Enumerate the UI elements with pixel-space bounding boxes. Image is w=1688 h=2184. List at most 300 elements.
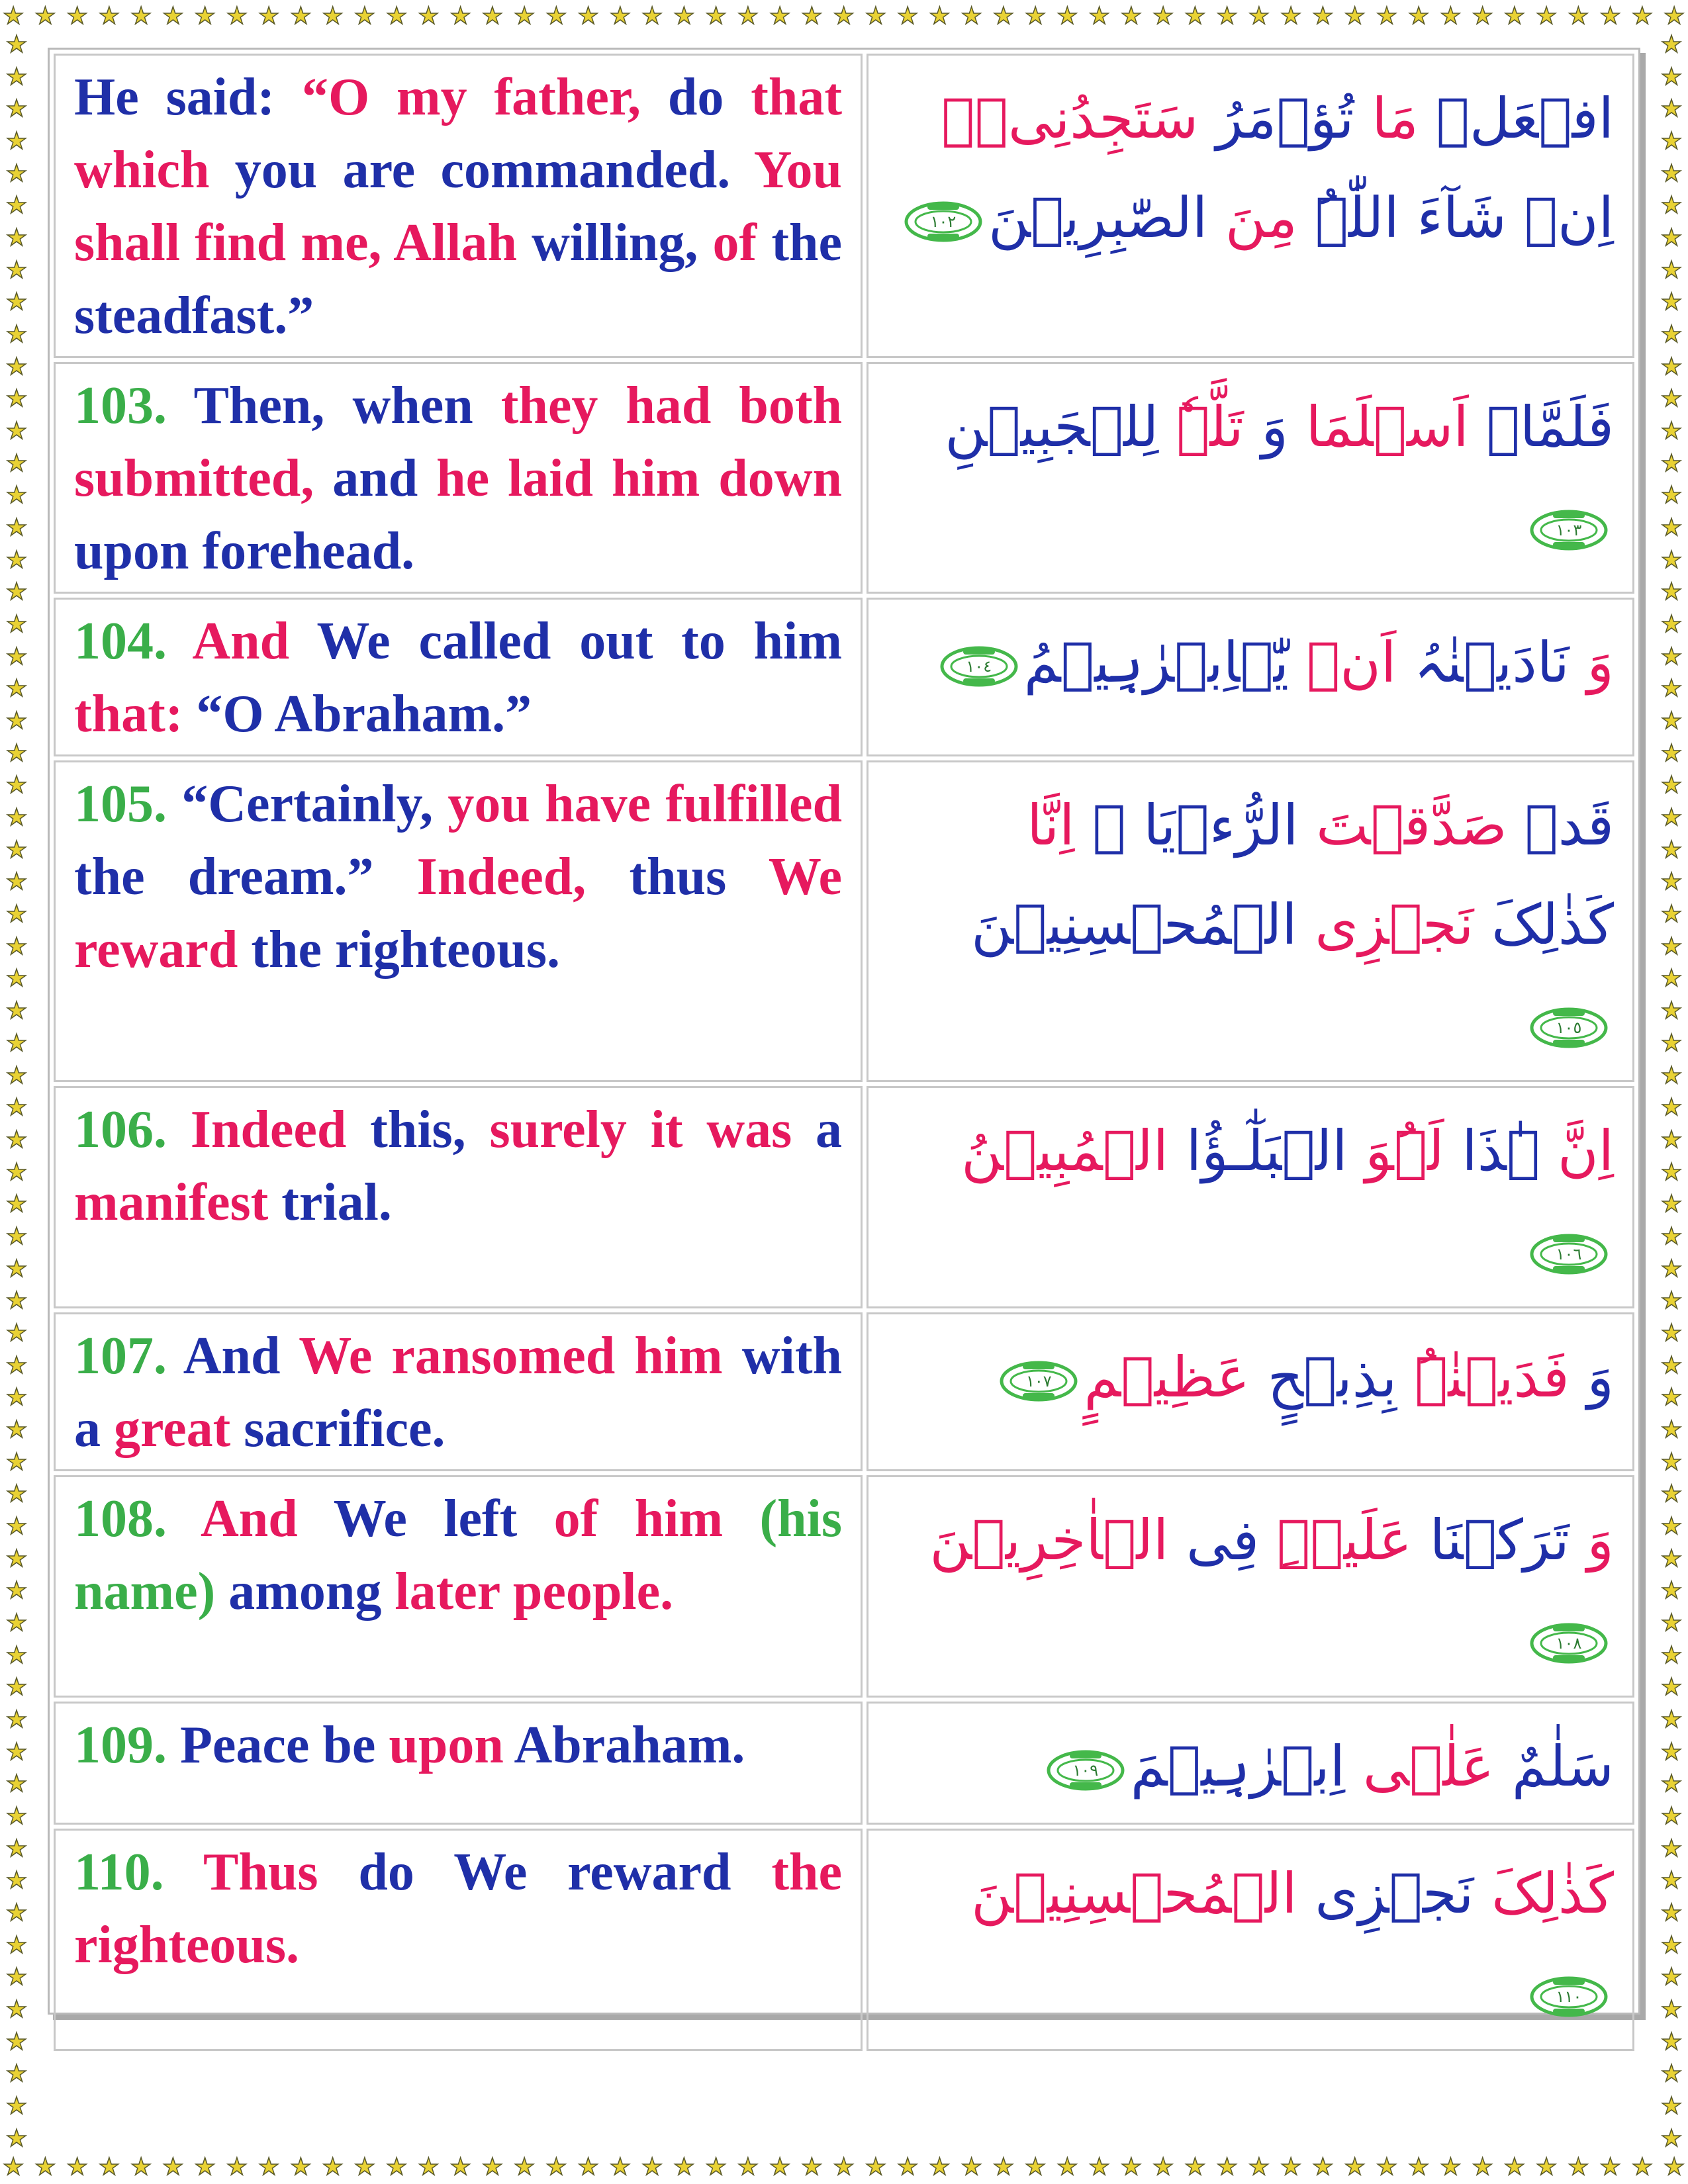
star-icon: ★ (1660, 1931, 1683, 1959)
star-icon: ★ (226, 3, 248, 30)
star-icon: ★ (1472, 3, 1493, 30)
star-icon: ★ (737, 3, 759, 30)
star-icon: ★ (769, 3, 791, 30)
translation-segment: do (641, 68, 751, 126)
star-icon: ★ (1660, 933, 1683, 960)
ayah-number: ١٠٤ (966, 657, 992, 676)
star-icon: ★ (1660, 1609, 1683, 1637)
arabic-word: الۡمُحۡسِنِیۡنَ (971, 1861, 1297, 1926)
translation-segment: Thus (164, 1843, 318, 1901)
star-icon: ★ (1660, 1738, 1683, 1766)
star-icon: ★ (5, 321, 28, 349)
star-icon: ★ (5, 1609, 28, 1637)
star-icon: ★ (609, 2154, 632, 2181)
star-icon: ★ (1503, 2154, 1526, 2181)
star-icon: ★ (5, 1931, 28, 1959)
star-icon: ★ (5, 1029, 28, 1057)
arabic-word: تَلَّہٗ (1158, 394, 1244, 459)
star-icon: ★ (1660, 95, 1683, 123)
star-icon: ★ (1660, 482, 1683, 510)
star-icon: ★ (5, 1094, 28, 1122)
star-icon: ★ (226, 2154, 248, 2181)
star-icon: ★ (5, 2124, 28, 2152)
arabic-word: اَسۡلَمَا (1288, 394, 1469, 459)
star-icon: ★ (322, 2154, 344, 2181)
arabic-word: وَ (1569, 1508, 1614, 1572)
ayah-number: ١٠٥ (1556, 1019, 1582, 1038)
translation-segment: 104. (74, 612, 167, 670)
star-icon: ★ (577, 2154, 599, 2181)
arabic-word: اللّٰہُ (1297, 185, 1399, 250)
arabic-word: وَ (1243, 394, 1288, 459)
star-icon: ★ (1440, 3, 1462, 30)
star-icon: ★ (577, 3, 599, 30)
english-translation-cell (54, 598, 863, 756)
translation-segment: sacrifice. (230, 1400, 445, 1458)
arabic-word: افۡعَلۡ (1418, 86, 1614, 151)
translation-segment: he laid him down (436, 449, 842, 508)
star-icon: ★ (5, 1287, 28, 1315)
star-icon: ★ (5, 1899, 28, 1927)
translation-segment: And (167, 1327, 299, 1385)
star-icon: ★ (290, 3, 312, 30)
star-icon: ★ (3, 2154, 24, 2181)
star-icon: ★ (641, 3, 663, 30)
star-icon: ★ (5, 1770, 28, 1798)
ayah-number-marker-icon (1529, 1622, 1609, 1664)
translation-segment: of (712, 214, 757, 272)
star-icon: ★ (5, 643, 28, 670)
translation-segment: the righteous. (74, 1843, 843, 1974)
translation-segment: trial. (268, 1173, 392, 1232)
star-icon: ★ (5, 901, 28, 929)
star-icon: ★ (1664, 2154, 1685, 2181)
translation-segment: Indeed (167, 1101, 347, 1159)
arabic-word: نَادَیۡنٰہُ (1396, 630, 1570, 695)
translation-segment: Abraham. (503, 1716, 745, 1774)
verse-table-frame (48, 48, 1640, 2015)
star-icon: ★ (5, 1351, 28, 1379)
arabic-word: لِلۡجَبِیۡنِ (945, 394, 1159, 459)
star-icon: ★ (1568, 3, 1589, 30)
star-icon: ★ (897, 2154, 919, 2181)
translation-segment: they had both submitted, (74, 377, 842, 508)
star-icon: ★ (130, 2154, 152, 2181)
translation-segment: of him (553, 1490, 724, 1548)
star-icon: ★ (1312, 3, 1334, 30)
star-icon: ★ (1660, 804, 1683, 832)
arabic-word: کَذٰلِکَ (1474, 892, 1614, 957)
arabic-word: مِنَ (1207, 185, 1297, 250)
ayah-number-marker-icon (939, 645, 1019, 688)
star-icon: ★ (5, 1995, 28, 2023)
star-icon: ★ (290, 2154, 312, 2181)
arabic-word: الۡمُبِیۡنُ (961, 1118, 1169, 1183)
star-icon: ★ (673, 2154, 695, 2181)
star-icon: ★ (5, 578, 28, 606)
arabic-verse-cell (867, 1702, 1634, 1825)
star-icon: ★ (1660, 2028, 1683, 2056)
arabic-word: وَ (1569, 630, 1614, 695)
translation-segment: a (792, 1101, 843, 1159)
star-icon: ★ (1660, 256, 1683, 284)
translation-segment: And (167, 1490, 298, 1548)
star-icon: ★ (5, 353, 28, 381)
star-icon: ★ (1248, 3, 1270, 30)
ayah-number: ١٠٨ (1556, 1634, 1582, 1653)
verse-row (54, 1829, 1634, 2051)
star-icon: ★ (1660, 772, 1683, 799)
star-icon: ★ (1660, 675, 1683, 703)
star-icon: ★ (1025, 3, 1047, 30)
verse-row (54, 54, 1634, 358)
ayah-number: ١٠٢ (930, 212, 957, 232)
translation-segment: 103. (74, 377, 167, 435)
star-icon: ★ (5, 1384, 28, 1412)
star-icon: ★ (66, 3, 88, 30)
star-icon: ★ (1440, 2154, 1462, 2181)
star-icon: ★ (130, 3, 152, 30)
star-icon: ★ (1660, 1222, 1683, 1250)
star-icon: ★ (5, 836, 28, 864)
arabic-word: بِذِبۡحٍ (1250, 1345, 1397, 1410)
star-icon: ★ (1660, 514, 1683, 542)
translation-segment: upon forehead. (74, 522, 415, 580)
star-icon: ★ (1660, 1964, 1683, 1991)
translation-segment: thus (586, 848, 769, 906)
star-icon: ★ (194, 2154, 216, 2181)
ayah-number-marker-icon (1046, 1749, 1125, 1792)
star-icon: ★ (545, 2154, 567, 2181)
star-icon: ★ (5, 1416, 28, 1443)
star-icon: ★ (66, 2154, 88, 2181)
star-icon: ★ (929, 2154, 951, 2181)
star-icon: ★ (34, 3, 56, 30)
star-icon: ★ (1280, 3, 1302, 30)
star-icon: ★ (1376, 3, 1398, 30)
star-icon: ★ (5, 1802, 28, 1830)
star-icon: ★ (5, 965, 28, 993)
star-icon: ★ (1631, 3, 1654, 30)
star-icon: ★ (1184, 3, 1206, 30)
star-icon: ★ (992, 2154, 1015, 2181)
star-icon: ★ (1660, 1802, 1683, 1830)
translation-segment: manifest (74, 1173, 269, 1232)
star-icon: ★ (386, 3, 408, 30)
star-icon: ★ (1660, 159, 1683, 187)
english-translation-cell (54, 54, 863, 358)
star-icon: ★ (5, 128, 28, 156)
star-icon: ★ (5, 1319, 28, 1347)
translation-segment: with a (74, 1327, 842, 1458)
star-icon: ★ (449, 3, 471, 30)
translation-segment: We called out to him (289, 612, 843, 670)
star-icon: ★ (1660, 1062, 1683, 1089)
translation-segment: upon (389, 1716, 504, 1774)
ayah-number-marker-icon (904, 201, 983, 243)
arabic-verse-cell (867, 54, 1634, 358)
star-icon: ★ (418, 2154, 440, 2181)
star-icon: ★ (1660, 1255, 1683, 1283)
star-icon: ★ (897, 3, 919, 30)
top-star-border (3, 1, 1685, 32)
ayah-number: ١٠٦ (1556, 1245, 1582, 1264)
translation-segment: We reward (74, 848, 842, 979)
star-icon: ★ (865, 2154, 887, 2181)
star-icon: ★ (1660, 997, 1683, 1025)
star-icon: ★ (3, 3, 24, 30)
star-icon: ★ (1599, 3, 1621, 30)
ayah-number: ١١٠ (1556, 1987, 1582, 2007)
star-icon: ★ (98, 2154, 120, 2181)
star-icon: ★ (801, 3, 823, 30)
arabic-word: نَجۡزِی (1297, 892, 1474, 957)
star-icon: ★ (609, 3, 632, 30)
translation-segment: (his name) (74, 1490, 842, 1621)
ayah-number: ١٠٩ (1072, 1761, 1099, 1780)
english-translation-cell (54, 1829, 863, 2051)
star-icon: ★ (5, 31, 28, 58)
arabic-word: الرُّءۡیَا ۚ (1074, 793, 1299, 858)
translation-segment: Then, when (167, 377, 501, 435)
star-icon: ★ (5, 1255, 28, 1283)
translation-segment: 109. (74, 1716, 167, 1774)
star-icon: ★ (833, 3, 855, 30)
verse-row (54, 362, 1634, 594)
arabic-word: یّٰۤاِبۡرٰہِیۡمُ (1023, 630, 1289, 695)
translation-segment: He said: (74, 68, 302, 126)
arabic-verse-cell (867, 598, 1634, 756)
star-icon: ★ (1660, 546, 1683, 574)
translation-segment: “O my father, (301, 68, 641, 126)
translation-segment: 105. (74, 775, 167, 833)
star-icon: ★ (1344, 3, 1366, 30)
arabic-word: صَدَّقۡتَ (1298, 793, 1507, 858)
star-icon: ★ (5, 385, 28, 413)
star-icon: ★ (5, 2060, 28, 2088)
translation-segment: surely it was (489, 1101, 792, 1159)
verse-table (50, 50, 1638, 2055)
star-icon: ★ (5, 1512, 28, 1540)
star-icon: ★ (1660, 739, 1683, 767)
star-icon: ★ (5, 997, 28, 1025)
star-icon: ★ (1056, 2154, 1078, 2181)
verse-row (54, 1702, 1634, 1825)
star-icon: ★ (801, 2154, 823, 2181)
star-icon: ★ (1660, 1351, 1683, 1379)
star-icon: ★ (5, 1867, 28, 1895)
star-icon: ★ (1660, 578, 1683, 606)
translation-segment: that: (74, 685, 183, 743)
translation-segment: “O Abraham.” (183, 685, 532, 743)
star-icon: ★ (5, 933, 28, 960)
translation-segment: among (215, 1563, 395, 1621)
star-icon: ★ (1660, 1899, 1683, 1927)
ayah-number-marker-icon (1529, 509, 1609, 551)
star-icon: ★ (833, 2154, 855, 2181)
star-icon: ★ (1660, 868, 1683, 896)
star-icon: ★ (1660, 965, 1683, 993)
star-icon: ★ (1660, 1641, 1683, 1669)
star-icon: ★ (5, 707, 28, 735)
arabic-word: سَتَجِدُنِیۡۤ (941, 86, 1199, 151)
star-icon: ★ (1503, 3, 1526, 30)
arabic-verse-cell (867, 1312, 1634, 1471)
verse-row (54, 598, 1634, 756)
star-icon: ★ (641, 2154, 663, 2181)
verse-row (54, 1086, 1634, 1308)
star-icon: ★ (1536, 2154, 1558, 2181)
star-icon: ★ (258, 3, 280, 30)
english-translation-cell (54, 1475, 863, 1698)
star-icon: ★ (5, 224, 28, 252)
star-icon: ★ (5, 63, 28, 91)
star-icon: ★ (162, 3, 184, 30)
verse-row (54, 760, 1634, 1082)
translation-segment: 110. (74, 1843, 164, 1901)
star-icon: ★ (1216, 2154, 1238, 2181)
translation-segment: And (167, 612, 290, 670)
star-icon: ★ (1472, 2154, 1493, 2181)
star-icon: ★ (5, 1706, 28, 1733)
arabic-word: اِبۡرٰہِیۡمَ (1130, 1734, 1346, 1799)
translation-segment: the dream.” (74, 848, 417, 906)
star-icon: ★ (1660, 1029, 1683, 1057)
arabic-verse-cell (867, 1475, 1634, 1698)
arabic-word: اِنۡ شَآءَ (1399, 185, 1614, 250)
right-star-border (1656, 33, 1687, 2151)
ayah-number-marker-icon (1529, 1233, 1609, 1275)
star-icon: ★ (194, 3, 216, 30)
english-translation-cell (54, 1702, 863, 1825)
arabic-word: الۡمُحۡسِنِیۡنَ (971, 892, 1297, 957)
ayah-number-marker-icon (999, 1360, 1078, 1402)
star-icon: ★ (5, 1062, 28, 1089)
star-icon: ★ (1408, 2154, 1430, 2181)
arabic-verse-cell (867, 362, 1634, 594)
star-icon: ★ (1216, 3, 1238, 30)
ayah-number: ١٠٣ (1556, 521, 1582, 540)
translation-segment: you have fulfilled (447, 775, 842, 833)
arabic-word: اِنَّ (1540, 1118, 1614, 1183)
star-icon: ★ (1184, 2154, 1206, 2181)
star-icon: ★ (5, 1577, 28, 1605)
english-translation-cell (54, 1312, 863, 1471)
star-icon: ★ (5, 192, 28, 220)
arabic-word: مَا (1354, 86, 1419, 151)
star-icon: ★ (353, 2154, 376, 2181)
star-icon: ★ (34, 2154, 56, 2181)
star-icon: ★ (1088, 3, 1110, 30)
star-icon: ★ (1660, 192, 1683, 220)
star-icon: ★ (769, 2154, 791, 2181)
arabic-word: تُؤۡمَرُ (1198, 86, 1354, 151)
star-icon: ★ (1660, 1867, 1683, 1895)
arabic-word: وَ (1569, 1345, 1614, 1410)
star-icon: ★ (258, 2154, 280, 2181)
translation-segment: 107. (74, 1327, 167, 1385)
star-icon: ★ (5, 1480, 28, 1508)
arabic-word: عَلَیۡہِ (1259, 1508, 1412, 1572)
translation-segment: the righteous. (238, 921, 560, 979)
star-icon: ★ (1599, 2154, 1621, 2181)
star-icon: ★ (1536, 3, 1558, 30)
translation-segment: great (114, 1400, 231, 1458)
star-icon: ★ (353, 3, 376, 30)
star-icon: ★ (5, 1641, 28, 1669)
star-icon: ★ (5, 1835, 28, 1862)
arabic-word: اِنَّا (1027, 793, 1075, 858)
star-icon: ★ (1408, 3, 1430, 30)
star-icon: ★ (1152, 2154, 1174, 2181)
star-icon: ★ (1660, 836, 1683, 864)
arabic-word: الۡاٰخِرِیۡنَ (929, 1508, 1169, 1572)
star-icon: ★ (5, 1158, 28, 1186)
star-icon: ★ (5, 1964, 28, 1991)
star-icon: ★ (5, 514, 28, 542)
star-icon: ★ (98, 3, 120, 30)
translation-segment: willing, (516, 214, 713, 272)
star-icon: ★ (1660, 1319, 1683, 1347)
star-icon: ★ (5, 1674, 28, 1702)
arabic-word: فِی (1168, 1508, 1260, 1572)
star-icon: ★ (1660, 1835, 1683, 1862)
arabic-word: فَلَمَّاۤ (1468, 394, 1614, 459)
star-icon: ★ (1660, 1770, 1683, 1798)
star-icon: ★ (5, 546, 28, 574)
star-icon: ★ (1660, 1995, 1683, 2023)
arabic-verse-cell (867, 760, 1634, 1082)
star-icon: ★ (673, 3, 695, 30)
star-icon: ★ (5, 1448, 28, 1476)
star-icon: ★ (1660, 2093, 1683, 2120)
star-icon: ★ (1660, 128, 1683, 156)
star-icon: ★ (865, 3, 887, 30)
star-icon: ★ (5, 675, 28, 703)
star-icon: ★ (705, 2154, 727, 2181)
star-icon: ★ (1660, 611, 1683, 639)
arabic-word: اَنۡ (1289, 630, 1397, 695)
arabic-word: قَدۡ (1507, 793, 1614, 858)
translation-segment: You shall find me, Allah (74, 141, 842, 272)
star-icon: ★ (1660, 449, 1683, 477)
star-icon: ★ (1660, 1094, 1683, 1122)
star-icon: ★ (1660, 1287, 1683, 1315)
star-icon: ★ (1631, 2154, 1654, 2181)
star-icon: ★ (737, 2154, 759, 2181)
star-icon: ★ (705, 3, 727, 30)
star-icon: ★ (449, 2154, 471, 2181)
star-icon: ★ (1660, 1545, 1683, 1572)
star-icon: ★ (5, 1738, 28, 1766)
arabic-word: الصّٰبِرِیۡنَ (988, 185, 1208, 250)
star-icon: ★ (1660, 1480, 1683, 1508)
translation-segment: 106. (74, 1101, 167, 1159)
arabic-word: کَذٰلِکَ (1474, 1861, 1614, 1926)
ayah-number-marker-icon (1529, 1976, 1609, 2018)
star-icon: ★ (1660, 2060, 1683, 2088)
arabic-verse-cell (867, 1829, 1634, 2051)
star-icon: ★ (5, 1126, 28, 1154)
star-icon: ★ (1660, 289, 1683, 316)
star-icon: ★ (1152, 3, 1174, 30)
arabic-word: عَظِیۡمٍ (1084, 1345, 1250, 1410)
translation-segment: and (314, 449, 437, 508)
translation-segment: “Certainly, (167, 775, 448, 833)
star-icon: ★ (481, 2154, 504, 2181)
star-icon: ★ (961, 2154, 982, 2181)
star-icon: ★ (5, 804, 28, 832)
